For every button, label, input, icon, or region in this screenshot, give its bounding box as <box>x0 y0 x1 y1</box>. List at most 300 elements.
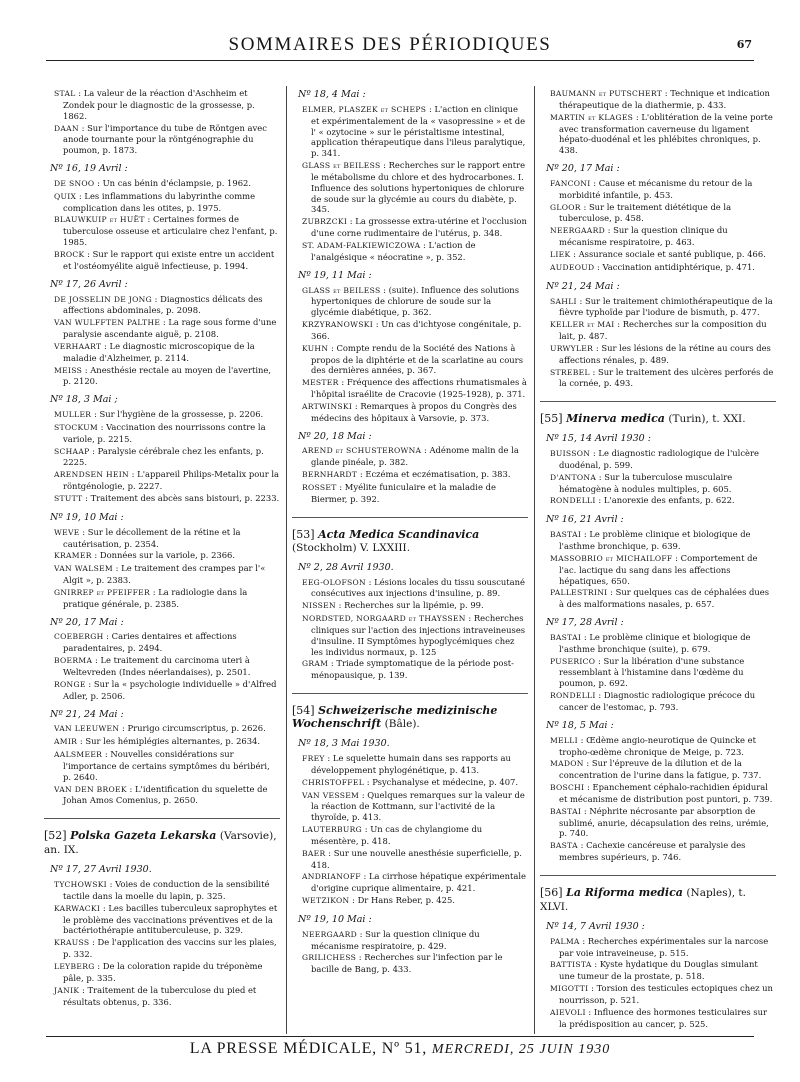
author-separator: : <box>79 526 88 537</box>
journal-place-volume: (Turin), t. XXI. <box>668 413 746 426</box>
author-separator: : <box>662 88 671 98</box>
article-entry <box>44 903 280 937</box>
author-separator: : <box>579 935 588 946</box>
journal-place-volume: (Varsovie), an. IX. <box>44 830 277 857</box>
author-separator: : <box>328 342 337 353</box>
author-separator: : <box>465 613 474 624</box>
article-entry <box>292 319 528 342</box>
article-author: WETZIKON <box>302 896 350 906</box>
author-separator: : <box>89 445 98 456</box>
author-separator: : <box>151 293 161 304</box>
journal-name: Acta Medica Scandinavica <box>318 527 480 541</box>
issue-heading: Nº 14, 7 Avril 1930 : <box>546 920 645 932</box>
article-entry <box>540 806 776 840</box>
article-entry <box>540 983 776 1006</box>
article-entry <box>44 937 280 960</box>
article-entry <box>44 736 280 748</box>
author-separator: : <box>605 225 614 236</box>
author-separator: : <box>577 734 587 745</box>
article-title: Les inflammations du labyrinthe comme complication dans les otites, p. 1975. <box>63 190 256 213</box>
author-separator: : <box>328 658 337 669</box>
article-title: Traitement de la tuberculose du pied et résultats obtenus, p. 336. <box>63 984 257 1007</box>
article-title: Fréquence des affections rhumatismales à l'hôpital israélite de Cracovie (1925-1928), p. 371. <box>311 377 527 400</box>
article-entry <box>292 445 528 468</box>
article-title: Anesthésie rectale au moyen de l'avertine, p. 2120. <box>63 364 272 387</box>
article-author: COEBERGH <box>54 632 104 642</box>
author-separator: : <box>85 678 94 689</box>
author-separator: : <box>357 469 366 480</box>
article-entry <box>540 1007 776 1030</box>
article-author: MARTIN et KLAGES <box>550 112 634 122</box>
author-separator: : <box>92 655 101 666</box>
article-author: EEG-OLOFSON <box>302 577 366 587</box>
article-entry <box>292 401 528 424</box>
article-author: ELMER, PLASZEK et SCHEPS <box>302 104 427 114</box>
article-author: STUTT <box>54 494 83 503</box>
footer-date: MERCREDI, 25 JUIN 1930 <box>431 1042 611 1057</box>
article-entry <box>292 824 528 847</box>
author-separator: : <box>336 482 345 492</box>
article-author: AIEVOLI <box>550 1007 586 1017</box>
article-author: BASTAI <box>550 530 582 540</box>
article-title: Assurance sociale et santé publique, p. 466. <box>578 248 766 259</box>
author-separator: : <box>77 736 86 747</box>
article-author: BATTISTA <box>550 960 592 970</box>
author-separator: : <box>672 552 681 563</box>
article-entry <box>292 343 528 377</box>
article-entry <box>44 88 280 122</box>
article-entry <box>44 191 280 214</box>
article-author: MADON <box>550 759 584 769</box>
article-entry <box>44 469 280 492</box>
footer-rule <box>46 1036 754 1037</box>
article-entry <box>292 377 528 400</box>
article-title: Vaccination antidiphtérique, p. 471. <box>602 261 755 272</box>
article-title: Recherches sur la lipémie, p. 99. <box>344 600 484 611</box>
issue-heading: Nº 20, 17 Mai : <box>546 163 620 175</box>
article-author: NEERGAARD <box>302 929 357 939</box>
article-title: Kyste hydatique du Douglas simulant une tumeur de la prostate, p. 518. <box>559 959 758 982</box>
article-entry <box>540 553 776 587</box>
article-author: ARTWINSKI <box>302 401 353 411</box>
author-separator: : <box>150 586 159 597</box>
page-header <box>0 30 800 68</box>
article-title: Remarques à propos du Congrès des médecins des hôpitaux à Varsovie, p. 373. <box>311 400 517 423</box>
article-author: BAUMANN et PUTSCHERT <box>550 89 663 98</box>
author-separator: : <box>94 961 103 971</box>
column-divider <box>534 86 535 1034</box>
article-title: Un cas de chylangiome du mésentère, p. 418. <box>311 824 483 846</box>
article-author: BASTAI <box>550 806 582 816</box>
article-entry <box>292 658 528 681</box>
author-separator: : <box>594 261 603 272</box>
author-separator: : <box>595 690 604 701</box>
article-author: LAUTERBURG <box>302 825 363 835</box>
author-separator: : <box>338 377 347 388</box>
article-title: Triade symptomatique de la période post-ménopausique, p. 139. <box>311 658 514 681</box>
author-separator: : <box>101 340 110 351</box>
author-separator: : <box>588 983 597 994</box>
issue-heading: Nº 17, 28 Avril : <box>546 617 624 629</box>
author-separator: : <box>360 871 369 882</box>
issue-heading: Nº 21, 24 Mai : <box>546 280 620 292</box>
article-title: Adénome malin de la glande pinéale, p. 382. <box>311 445 519 468</box>
article-entry <box>540 112 776 156</box>
author-separator: : <box>593 342 602 353</box>
page-number: 67 <box>736 38 752 51</box>
article-title: Sur le traitement des ulcères perforés de la cornée, p. 493. <box>559 366 774 389</box>
article-entry <box>44 409 280 421</box>
article-entry <box>540 758 776 781</box>
article-entry <box>44 527 280 550</box>
article-author: BOSCHI <box>550 783 585 793</box>
article-entry <box>44 985 280 1008</box>
article-title: Sur la « psychologie individuelle » d'Alfred Adler, p. 2506. <box>63 678 277 701</box>
issue-heading: Nº 20, 18 Mai : <box>298 430 372 442</box>
article-title: La rage sous forme d'une paralysie ascendante aiguë, p. 2108. <box>63 317 277 340</box>
article-author: STAL <box>54 89 76 98</box>
author-separator: : <box>595 495 604 506</box>
article-author: KELLER et MAI <box>550 320 615 330</box>
author-separator: : <box>324 752 333 763</box>
article-author: DE SNOO <box>54 178 95 188</box>
column-right <box>540 88 776 1031</box>
article-title: Cause et mécanisme du retour de la morbidité infantile, p. 453. <box>559 177 753 200</box>
article-entry <box>44 493 280 505</box>
article-author: AUDEOUD <box>550 262 595 272</box>
journal-name: Schweizerische medizinische Wochenschrift <box>292 704 498 731</box>
article-title: Sur l'épreuve de la dilution et de la concentration de l'urine dans la fatigue, p. 737. <box>559 758 762 781</box>
article-title: Influence des hormones testiculaires sur la prédisposition au cancer, p. 525. <box>559 1006 767 1029</box>
article-entry <box>292 216 528 239</box>
article-entry <box>292 895 528 907</box>
author-separator: : <box>380 160 389 171</box>
article-entry <box>292 469 528 481</box>
article-author: BLAUWKUIP et HUËT <box>54 215 145 225</box>
article-title: Dr Hans Reber, p. 425. <box>357 895 455 906</box>
article-entry <box>540 472 776 495</box>
journal-number: [56] <box>540 885 563 899</box>
article-entry <box>540 88 776 111</box>
author-separator: : <box>325 847 334 858</box>
article-title: Voies de conduction de la sensibilité tactile dans la moelle du lapin, p. 325. <box>63 879 270 901</box>
article-title: L'appareil Philips-Metalix pour la röntgénologie, p. 2227. <box>63 469 280 492</box>
footer-issue: Nº 51, <box>381 1040 428 1057</box>
article-author: WEVE <box>54 527 80 537</box>
article-author: KARWACKI <box>54 903 101 913</box>
article-author: BERNHARDT <box>302 470 358 480</box>
article-entry <box>540 367 776 390</box>
article-author: SCHAAP <box>54 446 90 456</box>
author-separator: : <box>103 631 112 642</box>
article-entry <box>44 961 280 984</box>
article-title: Sur l'importance du tube de Röntgen avec anode tournante pour la röntgénographie du poumon, p. 1873. <box>63 122 267 156</box>
article-author: JANIK <box>54 985 80 995</box>
journal-section-heading <box>44 818 280 857</box>
article-author: GRILICHESS <box>302 953 357 963</box>
author-separator: : <box>373 319 382 330</box>
article-author: TYCHOWSKI <box>54 880 107 890</box>
author-separator: : <box>106 879 116 890</box>
article-title: Sur l'hygiène de la grossesse, p. 2206. <box>99 409 264 420</box>
article-author: VAN WULFFTEN PALTHE <box>54 318 161 328</box>
journal-number: [54] <box>292 704 315 718</box>
author-separator: : <box>420 239 429 250</box>
article-author: MEISS <box>54 365 83 375</box>
author-separator: : <box>380 284 389 295</box>
article-entry <box>44 587 280 610</box>
column-divider <box>286 86 287 1034</box>
article-author: AREND et SCHUSTEROWNA <box>302 446 422 456</box>
article-author: BUISSON <box>550 449 591 459</box>
article-entry <box>292 104 528 159</box>
article-author: VAN LEEUWEN <box>54 724 120 734</box>
article-entry <box>540 735 776 758</box>
author-separator: : <box>570 248 579 259</box>
article-title: Le traitement du carcinoma uteri à Weltevreden (Indes néerlandaises), p. 2501. <box>63 655 251 677</box>
article-author: DAAN <box>54 123 79 133</box>
article-author: NISSEN <box>302 601 336 611</box>
journal-name: La Riforma medica <box>566 885 683 899</box>
article-author: STREBEL <box>550 367 590 377</box>
author-separator: : <box>102 749 111 760</box>
article-title: Données sur la variole, p. 2366. <box>99 550 236 561</box>
article-author: RONDELLI <box>550 691 596 701</box>
article-title: Recherches expérimentales sur la narcose par voie intraveineuse, p. 515. <box>559 935 769 958</box>
article-author: GLASS et BEILESS <box>302 285 381 295</box>
article-author: ST. ADAM-FALKIEWICZOWA <box>302 240 421 250</box>
article-author: VAN WALSEM <box>54 564 113 574</box>
article-entry <box>292 613 528 657</box>
journal-name: Polska Gazeta Lekarska <box>70 829 217 843</box>
author-separator: : <box>76 190 85 201</box>
article-title: Le traitement des crampes par l'« Algit », p. 2383. <box>63 563 266 586</box>
article-title: Sur le traitement chimiothérapeutique de la fièvre typhoïde par l'iodure de bismuth, p. 477. <box>559 295 773 318</box>
article-title: Myélite funiculaire et la maladie de Biermer, p. 392. <box>311 482 496 504</box>
article-entry <box>540 319 776 342</box>
article-entry <box>44 655 280 678</box>
article-author: ANDRIANOFF <box>302 872 361 882</box>
article-entry <box>540 225 776 248</box>
article-title: Diagnostics délicats des affections abdominales, p. 2098. <box>63 293 263 316</box>
article-title: Torsion des testicules ectopiques chez un nourrisson, p. 521. <box>559 983 773 1005</box>
article-title: La valeur de la réaction d'Aschheim et Zondek pour le diagnostic de la grossesse, p. 1862. <box>63 88 255 121</box>
article-title: Le problème clinique et biologique de l'asthme bronchique, p. 639. <box>559 529 751 551</box>
author-separator: : <box>357 928 366 939</box>
article-entry <box>540 343 776 366</box>
article-entry <box>540 690 776 713</box>
article-title: Le problème clinique et biologique de l'asthme bronchique (suite), p. 679. <box>559 631 751 654</box>
article-title: La grossesse extra-utérine et l'occlusion d'une corne rudimentaire de l'utérus, p. 348. <box>311 216 527 239</box>
article-title: Compte rendu de la Société des Nations à propos de la diphtérie et de la scarlatine au cours des dernières années, p. 367. <box>311 342 523 376</box>
issue-heading: Nº 19, 10 Mai : <box>50 511 124 523</box>
article-author: MELLI <box>550 735 578 745</box>
article-entry <box>292 871 528 894</box>
author-separator: : <box>591 959 600 970</box>
author-separator: : <box>100 902 109 913</box>
article-title: Sur la question clinique du mécanisme respiratoire, p. 463. <box>559 225 728 248</box>
article-author: DE JOSSELIN DE JONG <box>54 294 152 304</box>
author-separator: : <box>590 177 599 188</box>
article-author: VAN VESSEM <box>302 790 360 800</box>
article-title: Un cas d'ichtyose congénitale, p. 366. <box>311 319 522 341</box>
article-author: ZUBRZCKI <box>302 217 348 227</box>
article-title: Recherches cliniques sur l'action des injections intraveineuses d'insuline. II Symptômes hypoglycémiques chez les individus normaux, p. 125 <box>311 613 526 657</box>
article-entry <box>540 936 776 959</box>
article-title: Sur les lésions de la rétine au cours des affections rénales, p. 489. <box>559 342 771 365</box>
issue-heading: Nº 16, 21 Avril : <box>546 514 624 526</box>
article-entry <box>44 550 280 562</box>
issue-heading: Nº 16, 19 Avril : <box>50 163 128 175</box>
author-separator: : <box>589 366 598 377</box>
article-author: VAN DEN BROEK <box>54 784 127 794</box>
article-entry <box>292 600 528 612</box>
author-separator: : <box>576 295 586 306</box>
journal-section-heading <box>540 401 776 426</box>
header-rule <box>46 60 754 61</box>
journal-number: [53] <box>292 527 315 541</box>
article-author: RONDELLI <box>550 496 596 506</box>
article-author: GLOOR <box>550 202 581 212</box>
footer-journal: LA PRESSE MÉDICALE, <box>189 1040 377 1057</box>
article-author: QUIX <box>54 191 77 201</box>
article-author: AMIR <box>54 737 78 747</box>
author-separator: : <box>349 895 358 906</box>
article-title: Recherches sur la composition du lait, p. 487. <box>559 319 767 342</box>
journal-place-volume: (Bâle). <box>384 718 420 731</box>
article-title: L'action de l'analgésique « néocratine », p. 352. <box>311 239 476 262</box>
author-separator: : <box>91 409 100 420</box>
author-separator: : <box>144 214 153 225</box>
author-separator: : <box>595 655 604 666</box>
author-separator: : <box>89 937 98 948</box>
article-title: Sur quelques cas de céphalées dues à des malformations nasales, p. 657. <box>559 587 770 610</box>
article-author: GNIRREP et PFEIFFER <box>54 587 151 597</box>
author-separator: : <box>596 471 605 482</box>
author-separator: : <box>633 111 642 122</box>
article-entry <box>540 529 776 552</box>
article-author: MASSOBRIO et MICHAILOFF <box>550 553 673 563</box>
author-separator: : <box>91 550 100 561</box>
author-separator: : <box>614 319 623 330</box>
author-separator: : <box>581 805 590 816</box>
article-entry <box>292 777 528 789</box>
article-title: Comportement de l'ac. lactique du sang dans les affections hépatiques, 650. <box>559 552 758 586</box>
article-title: Prurigo circumscriptus, p. 2626. <box>127 723 266 734</box>
journal-name: Minerva medica <box>566 412 665 426</box>
article-author: BOERMA <box>54 656 93 666</box>
article-title: Le diagnostic microscopique de la maladie d'Alzheimer, p. 2114. <box>63 340 255 363</box>
author-separator: : <box>94 177 103 188</box>
article-author: PALMA <box>550 936 580 946</box>
author-separator: : <box>580 201 589 212</box>
article-entry <box>540 262 776 274</box>
author-separator: : <box>347 216 356 227</box>
author-separator: : <box>356 952 365 963</box>
article-title: L'identification du squelette de Johan Amos Comenius, p. 2650. <box>63 783 268 806</box>
article-title: Sur le traitement diététique de la tuberculose, p. 458. <box>559 201 732 224</box>
issue-heading: Nº 18, 5 Mai : <box>546 719 614 731</box>
article-author: NEERGAARD <box>550 226 605 236</box>
article-entry <box>292 848 528 871</box>
article-entry <box>540 782 776 805</box>
article-entry <box>292 929 528 952</box>
article-title: La radiologie dans la pratique générale, p. 2385. <box>63 586 248 609</box>
author-separator: : <box>590 448 599 459</box>
article-author: KRAMER <box>54 551 92 561</box>
journal-section-heading <box>292 517 528 555</box>
article-entry <box>540 840 776 863</box>
journal-place-volume: (Naples), t. XLVI. <box>540 886 746 913</box>
article-author: MESTER <box>302 378 339 388</box>
page-title: SOMMAIRES DES PÉRIODIQUES <box>228 34 552 55</box>
article-author: ARENDSEN HEIN <box>54 470 129 480</box>
article-entry <box>44 679 280 702</box>
article-title: Le diagnostic radiologique de l'ulcère duodénal, p. 599. <box>559 448 759 470</box>
article-author: FREY <box>302 753 325 763</box>
article-author: MIGOTTI <box>550 984 589 994</box>
journal-place-volume: (Stockholm) V. LXXIII. <box>292 541 411 554</box>
article-author: AALSMEER <box>54 750 103 760</box>
article-title: Recherches sur l'infection par le bacille de Bang, p. 433. <box>311 952 503 975</box>
author-separator: : <box>119 723 128 734</box>
article-entry <box>540 656 776 690</box>
article-entry <box>44 317 280 340</box>
article-author: GRAM <box>302 659 329 669</box>
author-separator: : <box>160 317 169 328</box>
article-author: PALLESTRINI <box>550 588 608 598</box>
author-separator: : <box>607 587 616 598</box>
author-separator: : <box>585 1006 594 1017</box>
article-title: Sur le rapport qui existe entre un accident et l'ostéomyélite aiguë infectieuse, p. 1994. <box>63 248 275 271</box>
article-author: BAER <box>302 848 326 858</box>
article-title: Psychanalyse et médecine, p. 407. <box>372 776 519 787</box>
article-author: URWYLER <box>550 343 594 353</box>
journal-section-heading <box>540 875 776 914</box>
article-title: Lésions locales du tissu souscutané consécutives aux injections d'insuline, p. 89. <box>311 576 525 599</box>
article-entry <box>292 160 528 215</box>
article-title: Recherches sur le rapport entre le métabolisme du chlore et des hydrocarbones. I. Influence des solutions hypertoniques de chlorure de soude sur la glycémie au cours du diabète, p. 345. <box>311 160 526 215</box>
article-author: RONGE <box>54 679 86 689</box>
article-title: De la coloration rapide du tréponème pâle, p. 335. <box>63 961 263 983</box>
author-separator: : <box>352 400 361 411</box>
article-author: PUSERICO <box>550 656 596 666</box>
author-separator: : <box>421 445 430 456</box>
article-title: De l'application des vaccins sur les plaies, p. 332. <box>63 937 277 960</box>
article-author: KRZYRANOWSKI <box>302 320 374 330</box>
article-title: Sur la libération d'une substance ressemblant à l'histamine dans l'œdème du poumon, p. 692. <box>559 655 745 689</box>
article-entry <box>540 202 776 225</box>
article-title: Certaines formes de tuberculose osseuse et articulaire chez l'enfant, p. 1985. <box>63 214 278 248</box>
issue-heading: Nº 19, 11 Mai : <box>298 269 372 281</box>
article-entry <box>44 563 280 586</box>
article-title: Caries dentaires et affections paradentaires, p. 2494. <box>63 631 237 654</box>
article-title: Sur le décollement de la rétine et la cautérisation, p. 2354. <box>63 526 241 549</box>
author-separator: : <box>359 789 368 800</box>
journal-number: [55] <box>540 412 563 426</box>
column-left <box>44 88 280 1008</box>
article-title: Traitement des abcès sans bistouri, p. 2233. <box>90 493 280 503</box>
article-entry <box>292 285 528 319</box>
author-separator: : <box>583 758 592 769</box>
article-entry <box>44 879 280 902</box>
author-separator: : <box>82 364 91 375</box>
article-entry <box>540 178 776 201</box>
article-title: L'action en clinique et expérimentalement de la « vasopressine » et de l' « ozytocine » sur le péristaltisme intestinal, application thérapeutique dans l'ileus paralytique, p. 341. <box>311 103 526 159</box>
article-title: Vaccination des nourrissons contre la variole, p. 2215. <box>63 421 266 444</box>
article-title: Technique et indication thérapeutique de la diathermie, p. 433. <box>559 88 770 110</box>
article-entry <box>292 790 528 824</box>
